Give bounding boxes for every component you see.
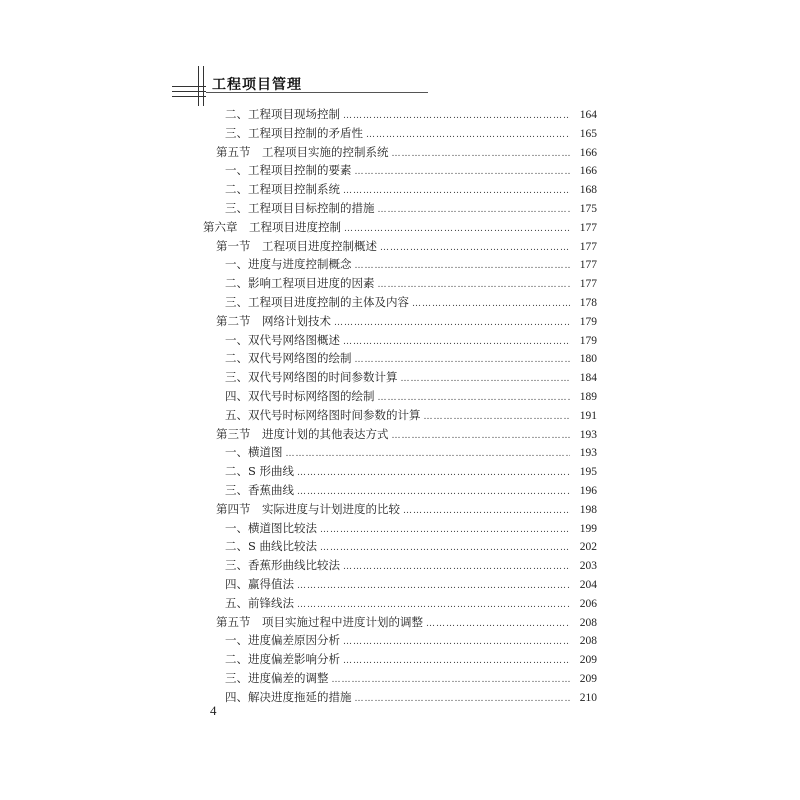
- toc-entry-page: 177: [579, 240, 597, 253]
- toc-entry-item: [225, 462, 597, 480]
- toc-entry-section: [216, 143, 597, 161]
- toc-entry-page: 193: [579, 447, 597, 460]
- toc-entry-section: [216, 425, 597, 443]
- toc-entry-item: [225, 556, 597, 574]
- dot-leader: [297, 596, 570, 614]
- dot-leader: [343, 633, 570, 651]
- toc-entry-label: 二、S 曲线比较法: [225, 539, 318, 554]
- toc-entry-label: 四、解决进度拖延的措施: [225, 689, 352, 704]
- toc-entry-page: 208: [579, 616, 597, 629]
- toc-entry-label: 第一节 工程项目进度控制概述: [216, 238, 377, 253]
- toc-entry-page: 168: [579, 184, 597, 197]
- toc-entry-section: [216, 312, 597, 330]
- toc-entry-section: [216, 500, 597, 518]
- toc-entry-page: 184: [579, 372, 597, 385]
- toc-entry-item: [225, 255, 597, 273]
- toc-entry-item: [225, 180, 597, 198]
- dot-leader: [320, 521, 570, 539]
- toc-entry-label: 三、工程项目控制的矛盾性: [225, 125, 363, 140]
- toc-entry-page: 179: [579, 334, 597, 347]
- toc-entry-label: 五、前锋线法: [225, 595, 294, 610]
- toc-entry-page: 179: [579, 315, 597, 328]
- toc-entry-label: 二、双代号网络图的绘制: [225, 351, 352, 366]
- dot-leader: [343, 333, 570, 351]
- toc-entry-page: 165: [579, 127, 597, 140]
- toc-entry-item: [225, 199, 597, 217]
- toc-entry-item: [225, 537, 597, 555]
- toc-entry-page: 166: [579, 146, 597, 159]
- toc-entry-item: [225, 575, 597, 593]
- dot-leader: [378, 389, 571, 407]
- toc-entry-page: 177: [579, 259, 597, 272]
- toc-entry-label: 一、双代号网络图概述: [225, 332, 340, 347]
- dot-leader: [320, 539, 570, 557]
- toc-entry-item: [225, 594, 597, 612]
- dot-leader: [344, 220, 570, 238]
- toc-entry-page: 178: [579, 297, 597, 309]
- toc-entry-page: 210: [579, 691, 597, 704]
- toc-entry-page: 164: [579, 109, 597, 121]
- toc-entry-label: 三、香蕉曲线: [225, 483, 294, 497]
- toc-entry-item: [225, 688, 597, 706]
- dot-leader: [392, 427, 571, 445]
- toc-entry-label: 第三节 进度计划的其他表达方式: [216, 426, 389, 441]
- toc-entry-item: [225, 124, 597, 142]
- toc-entry-item: [225, 631, 597, 649]
- toc-entry-section: [216, 237, 597, 255]
- toc-entry-item: [225, 331, 597, 349]
- toc-entry-page: 189: [579, 391, 597, 403]
- toc-entry-label: 第六章 工程项目进度控制: [203, 219, 341, 234]
- toc-entry-label: 二、影响工程项目进度的因素: [225, 276, 375, 291]
- toc-entry-item: [225, 406, 597, 424]
- dot-leader: [412, 295, 570, 313]
- toc-entry-item: [225, 161, 597, 179]
- toc-entry-label: 第二节 网络计划技术: [216, 313, 331, 328]
- header-vertical-rule: [198, 66, 199, 106]
- toc-entry-page: 209: [579, 654, 597, 667]
- dot-leader: [366, 126, 570, 144]
- dot-leader: [297, 577, 570, 595]
- toc-entry-item: [225, 481, 597, 499]
- toc-entry-page: 177: [579, 278, 597, 291]
- toc-entry-page: 193: [579, 428, 597, 441]
- toc-entry-label: 二、工程项目现场控制: [225, 107, 340, 121]
- dot-leader: [334, 314, 570, 332]
- toc-entry-item: [225, 105, 597, 123]
- toc-entry-page: 166: [579, 165, 597, 178]
- toc-entry-page: 199: [579, 522, 597, 535]
- toc-entry-page: 203: [579, 560, 597, 573]
- dot-leader: [355, 351, 571, 369]
- header-rule: [172, 96, 206, 97]
- toc-entry-item: [225, 669, 597, 687]
- toc-entry-section: [216, 613, 597, 631]
- dot-leader: [424, 408, 571, 426]
- toc-entry-label: 五、双代号时标网络图时间参数的计算: [225, 407, 421, 422]
- dot-leader: [392, 145, 571, 163]
- toc-entry-item: [225, 293, 597, 311]
- dot-leader: [426, 615, 570, 633]
- toc-entry-page: 177: [579, 221, 597, 234]
- dot-leader: [378, 201, 571, 219]
- toc-entry-page: 202: [579, 541, 597, 554]
- toc-entry-label: 一、进度与进度控制概念: [225, 257, 352, 272]
- dot-leader: [355, 690, 571, 708]
- toc-entry-page: 191: [579, 409, 597, 422]
- dot-leader: [380, 239, 570, 257]
- toc-entry-page: 204: [579, 579, 597, 591]
- toc-entry-page: 198: [579, 503, 597, 516]
- toc-entry-page: 196: [579, 485, 597, 497]
- dot-leader: [343, 652, 570, 670]
- toc-entry-item: [225, 274, 597, 292]
- header-rule: [172, 91, 206, 92]
- dot-leader: [286, 445, 571, 463]
- toc-entry-label: 四、双代号时标网络图的绘制: [225, 389, 375, 403]
- dot-leader: [297, 464, 570, 482]
- dot-leader: [343, 107, 570, 125]
- header-rule: [172, 86, 206, 87]
- toc-entry-page: 180: [579, 353, 597, 366]
- toc-entry-label: 三、工程项目进度控制的主体及内容: [225, 295, 409, 309]
- toc-entry-label: 三、双代号网络图的时间参数计算: [225, 370, 398, 385]
- toc-entry-label: 三、工程项目目标控制的措施: [225, 201, 375, 215]
- toc-entry-page: 206: [579, 597, 597, 610]
- dot-leader: [332, 671, 571, 689]
- toc-entry-label: 四、赢得值法: [225, 577, 294, 591]
- dot-leader: [378, 276, 571, 294]
- toc-entry-item: [225, 387, 597, 405]
- page-number: 4: [210, 703, 217, 718]
- toc-entry-item: [225, 443, 597, 461]
- toc-entry-label: 一、横道图: [225, 445, 283, 460]
- dot-leader: [343, 182, 570, 200]
- header-vertical-rule: [203, 66, 204, 106]
- toc-entry-label: 一、进度偏差原因分析: [225, 633, 340, 648]
- toc-entry-label: 三、进度偏差的调整: [225, 671, 329, 685]
- toc-entry-label: 第五节 工程项目实施的控制系统: [216, 144, 389, 159]
- dot-leader: [355, 257, 571, 275]
- toc-entry-chapter: [203, 218, 597, 236]
- dot-leader: [401, 370, 571, 388]
- toc-entry-label: 第四节 实际进度与计划进度的比较: [216, 501, 400, 516]
- toc-entry-page: 195: [579, 466, 597, 479]
- toc-entry-item: [225, 650, 597, 668]
- toc-entry-item: [225, 519, 597, 537]
- toc-entry-label: 三、香蕉形曲线比较法: [225, 558, 340, 573]
- toc-entry-page: 175: [579, 203, 597, 215]
- dot-leader: [297, 483, 570, 501]
- dot-leader: [343, 558, 570, 576]
- dot-leader: [355, 163, 571, 181]
- toc-entry-page: 208: [579, 635, 597, 648]
- toc-entry-label: 二、进度偏差影响分析: [225, 652, 340, 667]
- toc-entry-label: 一、横道图比较法: [225, 520, 317, 535]
- toc-entry-label: 一、工程项目控制的要素: [225, 163, 352, 178]
- toc-entry-label: 第五节 项目实施过程中进度计划的调整: [216, 614, 423, 629]
- toc-entry-item: [225, 349, 597, 367]
- toc-entry-page: 209: [579, 673, 597, 685]
- dot-leader: [403, 502, 570, 520]
- toc-entry-item: [225, 368, 597, 386]
- toc-entry-label: 二、S 形曲线: [225, 464, 295, 479]
- toc-entry-label: 二、工程项目控制系统: [225, 182, 340, 197]
- running-header-title: 工程项目管理: [212, 77, 302, 93]
